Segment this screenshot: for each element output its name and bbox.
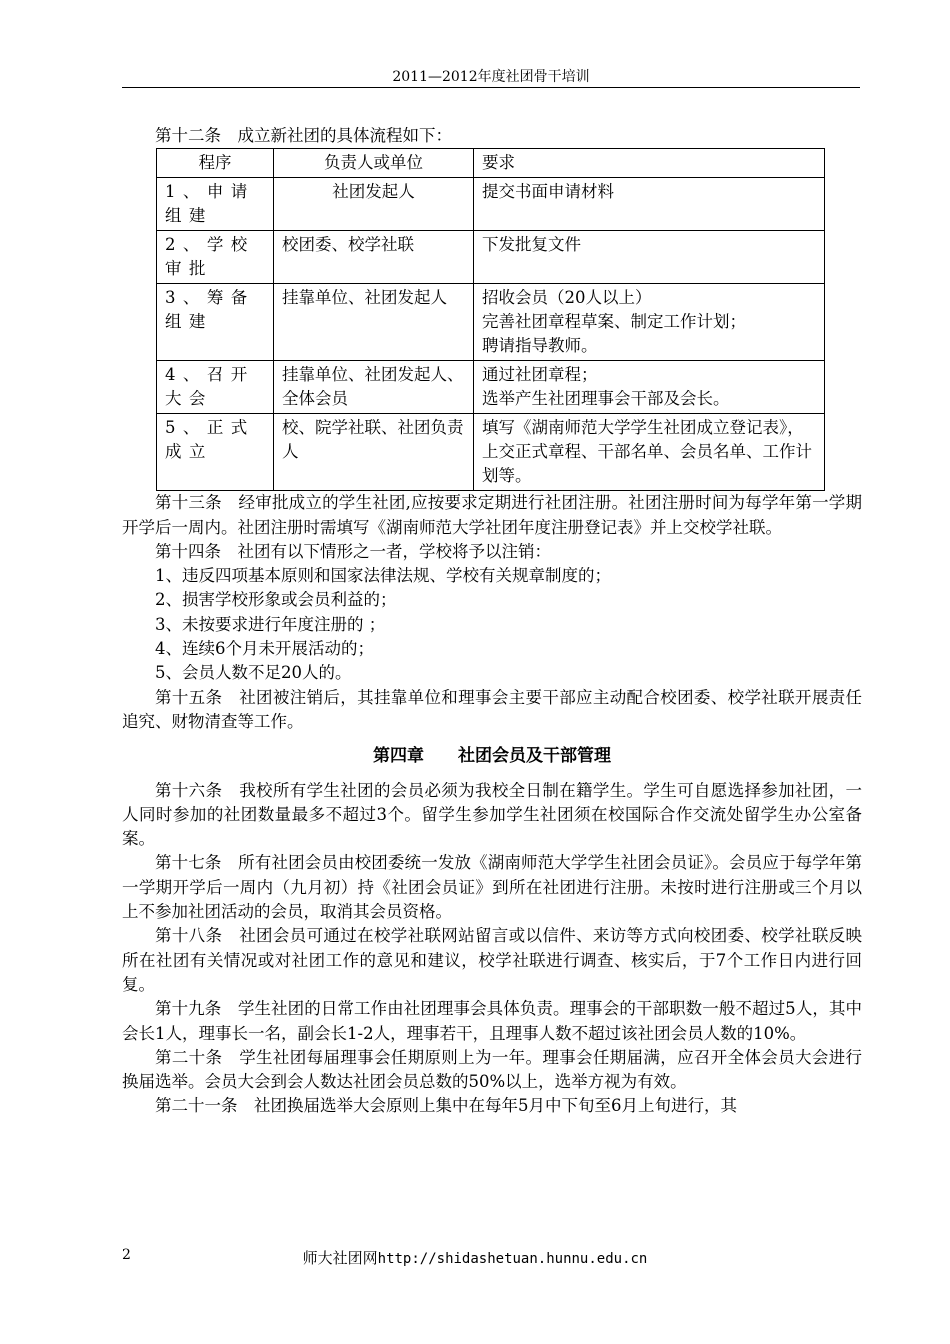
- cell-step: 4、召开大会: [157, 361, 274, 414]
- cell-unit: 校、院学社联、社团负责人: [274, 414, 474, 491]
- chapter-heading: 第四章 社团会员及干部管理: [373, 746, 611, 767]
- paragraph: 第十八条 社团会员可通过在校学社联网站留言或以信件、来访等方式向校团委、校学社联反映所在社团有关情况或对社团工作的意见和建议，校学社联进行调查、核实后，于7个工作日内进行回复。: [122, 926, 862, 994]
- cell-unit: 挂靠单位、社团发起人: [274, 284, 474, 361]
- paragraph: 1、违反四项基本原则和国家法律法规、学校有关规章制度的；: [155, 566, 611, 586]
- paragraph: 第十九条 学生社团的日常工作由社团理事会具体负责。理事会的干部职数一般不超过5人，其中会长1人，理事长一名，副会长1-2人，理事若干，且理事人数不超过该社团会员人数的10%。: [122, 999, 862, 1043]
- table-row: [157, 414, 825, 491]
- running-header: 2011—2012年度社团骨干培训: [392, 69, 590, 85]
- article-12: 第十二条 成立新社团的具体流程如下：: [155, 126, 452, 145]
- header-requirement: 要求: [474, 149, 825, 178]
- cell-step: 2、学校审批: [157, 231, 274, 284]
- table-header-row: [157, 149, 825, 178]
- paragraph: 第十七条 所有社团会员由校团委统一发放《湖南师范大学学生社团会员证》。会员应于每学年第一学期开学后一周内（九月初）持《社团会员证》到所在社团进行注册。未按时进行注册或三个月以上不参加社团活动的会员，取消其会员资格。: [122, 853, 862, 922]
- paragraph: 第十五条 社团被注销后，其挂靠单位和理事会主要干部应主动配合校团委、校学社联开展责任追究、财物清查等工作。: [122, 687, 862, 731]
- cell-requirement: 通过社团章程； 选举产生社团理事会干部及会长。: [474, 361, 825, 414]
- table-row: [157, 361, 825, 414]
- footer-site-name: 师大社团网: [302, 1249, 378, 1267]
- cell-unit: 校团委、校学社联: [274, 231, 474, 284]
- paragraph: 第十三条 经审批成立的学生社团,应按要求定期进行社团注册。社团注册时间为每学年第一学期开学后一周内。社团注册时需填写《湖南师范大学社团年度注册登记表》并上交校学社联。: [122, 493, 862, 537]
- cell-unit: 挂靠单位、社团发起人、全体会员: [274, 361, 474, 414]
- page-number: 2: [122, 1247, 131, 1263]
- header-step: 程序: [157, 149, 274, 178]
- cell-step: 5、正式成立: [157, 414, 274, 491]
- cell-requirement: 下发批复文件: [474, 231, 825, 284]
- paragraph: 第二十一条 社团换届选举大会原则上集中在每年5月中下旬至6月上旬进行，其: [155, 1096, 737, 1116]
- document-body: [122, 124, 862, 1119]
- cell-requirement: 招收会员（20人以上） 完善社团章程草案、制定工作计划； 聘请指导教师。: [474, 284, 825, 361]
- cell-unit: 社团发起人: [274, 178, 474, 231]
- paragraph: 第二十条 学生社团每届理事会任期原则上为一年。理事会任期届满，应召开全体会员大会进行换届选举。会员大会到会人数达社团会员总数的50%以上，选举方视为有效。: [122, 1047, 862, 1092]
- paragraph: 3、未按要求进行年度注册的 ；: [155, 614, 386, 634]
- table-row: [157, 178, 825, 231]
- table-row: [157, 284, 825, 361]
- cell-step: 3、筹备组建: [157, 284, 274, 361]
- footer-url-link[interactable]: http://shidashetuan.hunnu.edu.cn: [377, 1251, 648, 1267]
- paragraph: 第十四条 社团有以下情形之一者，学校将予以注销：: [155, 541, 551, 561]
- table-row: [157, 231, 825, 284]
- cell-requirement: 填写《湖南师范大学学生社团成立登记表》，上交正式章程、干部名单、会员名单、工作计划等。: [474, 414, 825, 491]
- paragraph: 2、损害学校形象或会员利益的；: [155, 590, 397, 610]
- cell-step: 1、申请组建: [157, 178, 274, 231]
- cell-requirement: 提交书面申请材料: [474, 178, 825, 231]
- header-unit: 负责人或单位: [274, 149, 474, 178]
- paragraph: 第十六条 我校所有学生社团的会员必须为我校全日制在籍学生。学生可自愿选择参加社团，一人同时参加的社团数量最多不超过3个。留学生参加学生社团须在校国际合作交流处留学生办公室备案。: [122, 780, 862, 849]
- header-rule: [122, 87, 860, 88]
- paragraph: 4、连续6个月未开展活动的；: [155, 639, 374, 659]
- page-footer: [0, 1247, 950, 1268]
- establishment-process-table: [156, 148, 825, 491]
- paragraph: 5、会员人数不足20人的。: [155, 663, 352, 683]
